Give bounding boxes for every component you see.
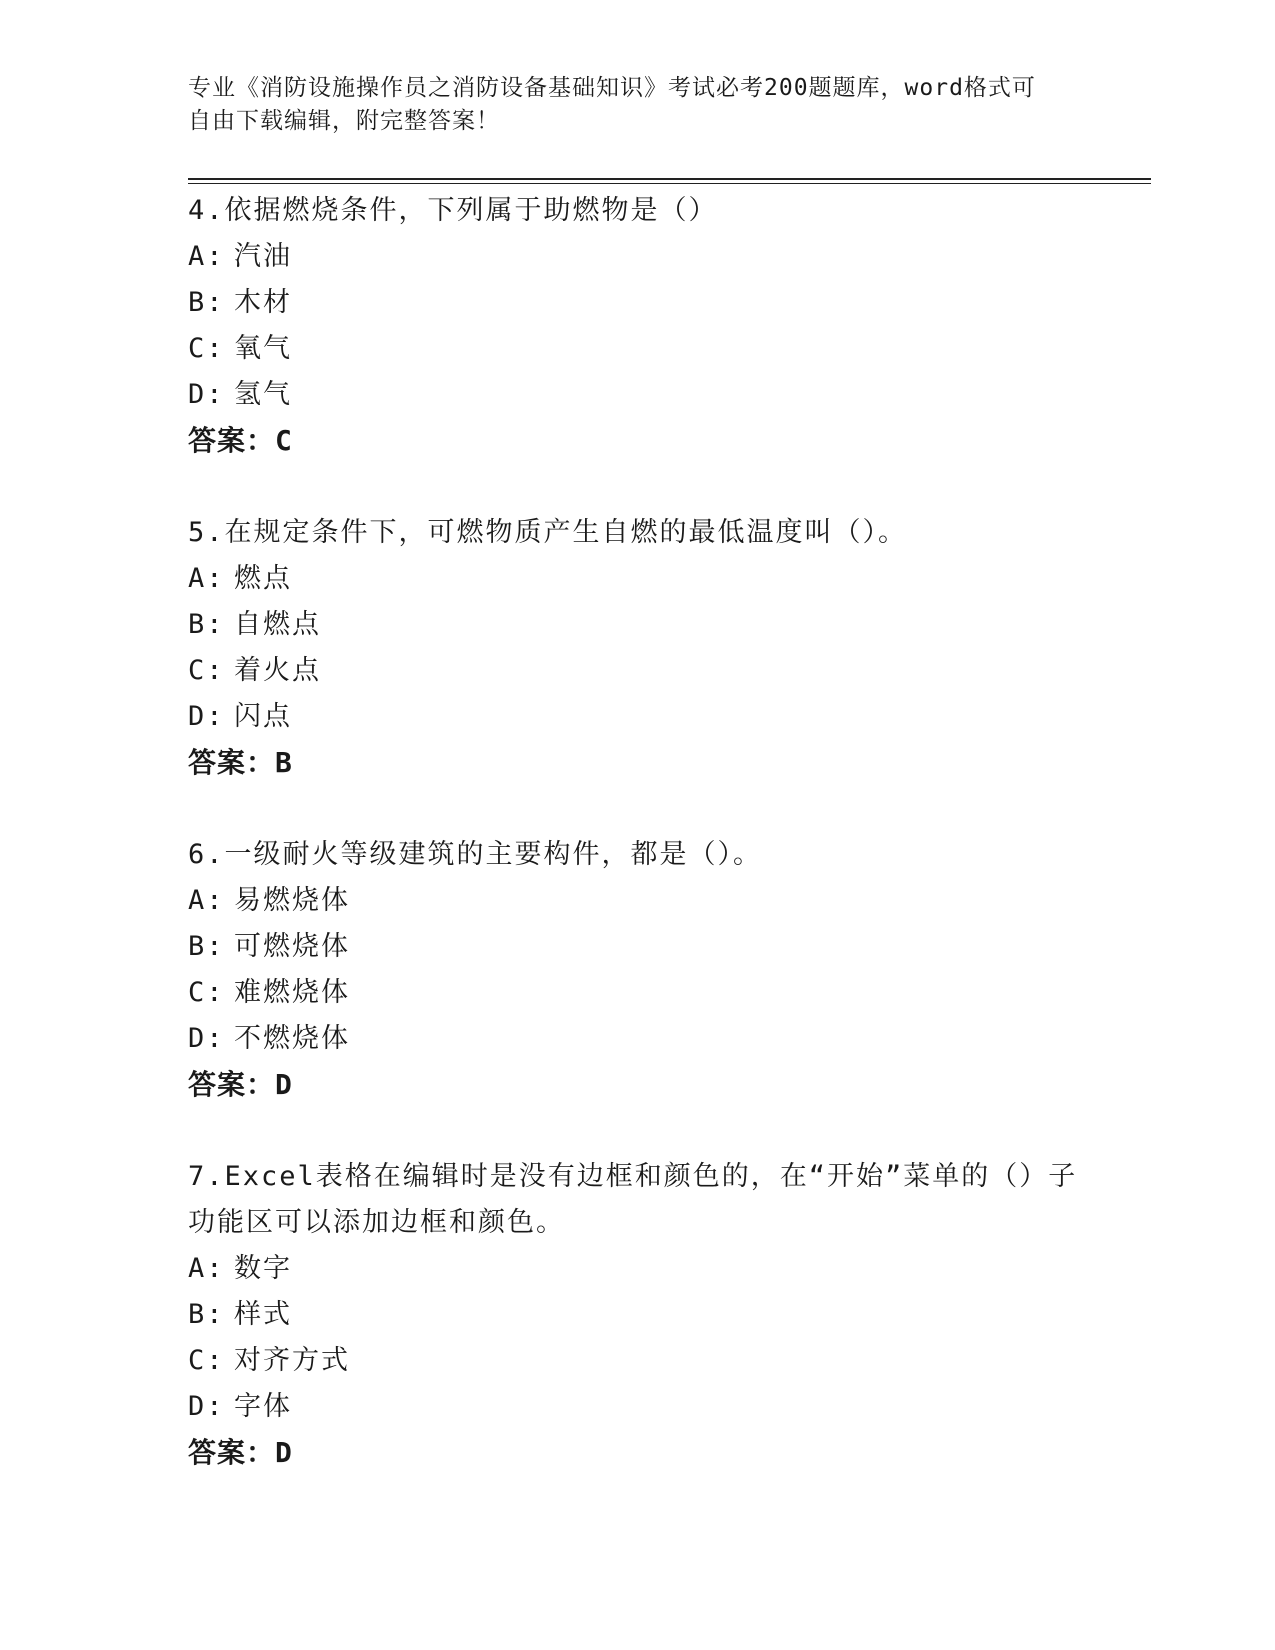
option-key: C: [188,333,225,364]
question-list [188,188,1088,1522]
question-text: 6.一级耐火等级建筑的主要构件，都是（）。 [188,839,763,870]
option-text: 自燃点 [234,609,321,640]
document-header [188,72,1088,138]
option-b [188,280,1088,326]
header-line-1: 专业《消防设施操作员之消防设备基础知识》考试必考200题题库，word格式可 [188,75,1036,101]
header-divider-thin [188,183,1151,184]
option-key: B: [188,609,225,640]
option-d [188,1384,1088,1430]
option-key: A: [188,885,225,916]
option-a [188,1246,1088,1292]
option-a [188,556,1088,602]
option-key: A: [188,241,225,272]
option-d [188,372,1088,418]
option-c [188,1338,1088,1384]
option-c [188,326,1088,372]
question-text: 5.在规定条件下，可燃物质产生自燃的最低温度叫（）。 [188,517,908,548]
option-key: D: [188,1391,225,1422]
option-key: A: [188,563,225,594]
option-text: 难燃烧体 [234,977,350,1008]
option-text: 闪点 [234,701,292,732]
option-key: D: [188,379,225,410]
question-text: 4.依据燃烧条件，下列属于助燃物是（） [188,195,718,226]
option-key: B: [188,287,225,318]
question-text-line-1: 7.Excel表格在编辑时是没有边框和颜色的，在“开始”菜单的（）子 [188,1161,1078,1192]
option-key: B: [188,931,225,962]
answer-text: 答案：B [188,746,293,779]
option-text: 易燃烧体 [234,885,350,916]
option-text: 氢气 [234,379,292,410]
question-6 [188,832,1088,1108]
option-text: 着火点 [234,655,321,686]
question-4 [188,188,1088,464]
option-text: 字体 [234,1391,292,1422]
option-text: 氧气 [234,333,292,364]
option-d [188,1016,1088,1062]
question-7 [188,1154,1088,1476]
option-c [188,970,1088,1016]
option-key: C: [188,655,225,686]
option-text: 不燃烧体 [234,1023,350,1054]
option-key: A: [188,1253,225,1284]
option-c [188,648,1088,694]
option-text: 对齐方式 [234,1345,350,1376]
option-b [188,924,1088,970]
option-key: D: [188,1023,225,1054]
option-a [188,234,1088,280]
option-key: D: [188,701,225,732]
option-b [188,602,1088,648]
header-line-2: 自由下载编辑，附完整答案！ [188,108,500,134]
option-text: 数字 [234,1253,292,1284]
answer-text: 答案：D [188,1436,293,1469]
option-text: 可燃烧体 [234,931,350,962]
answer-text: 答案：C [188,424,293,457]
option-text: 汽油 [234,241,292,272]
option-a [188,878,1088,924]
option-key: B: [188,1299,225,1330]
header-divider-thick [188,178,1151,180]
option-key: C: [188,977,225,1008]
option-text: 燃点 [234,563,292,594]
option-key: C: [188,1345,225,1376]
answer-text: 答案：D [188,1068,293,1101]
question-5 [188,510,1088,786]
option-d [188,694,1088,740]
question-text-line-2: 功能区可以添加边框和颜色。 [188,1207,565,1238]
option-b [188,1292,1088,1338]
option-text: 木材 [234,287,292,318]
option-text: 样式 [234,1299,292,1330]
